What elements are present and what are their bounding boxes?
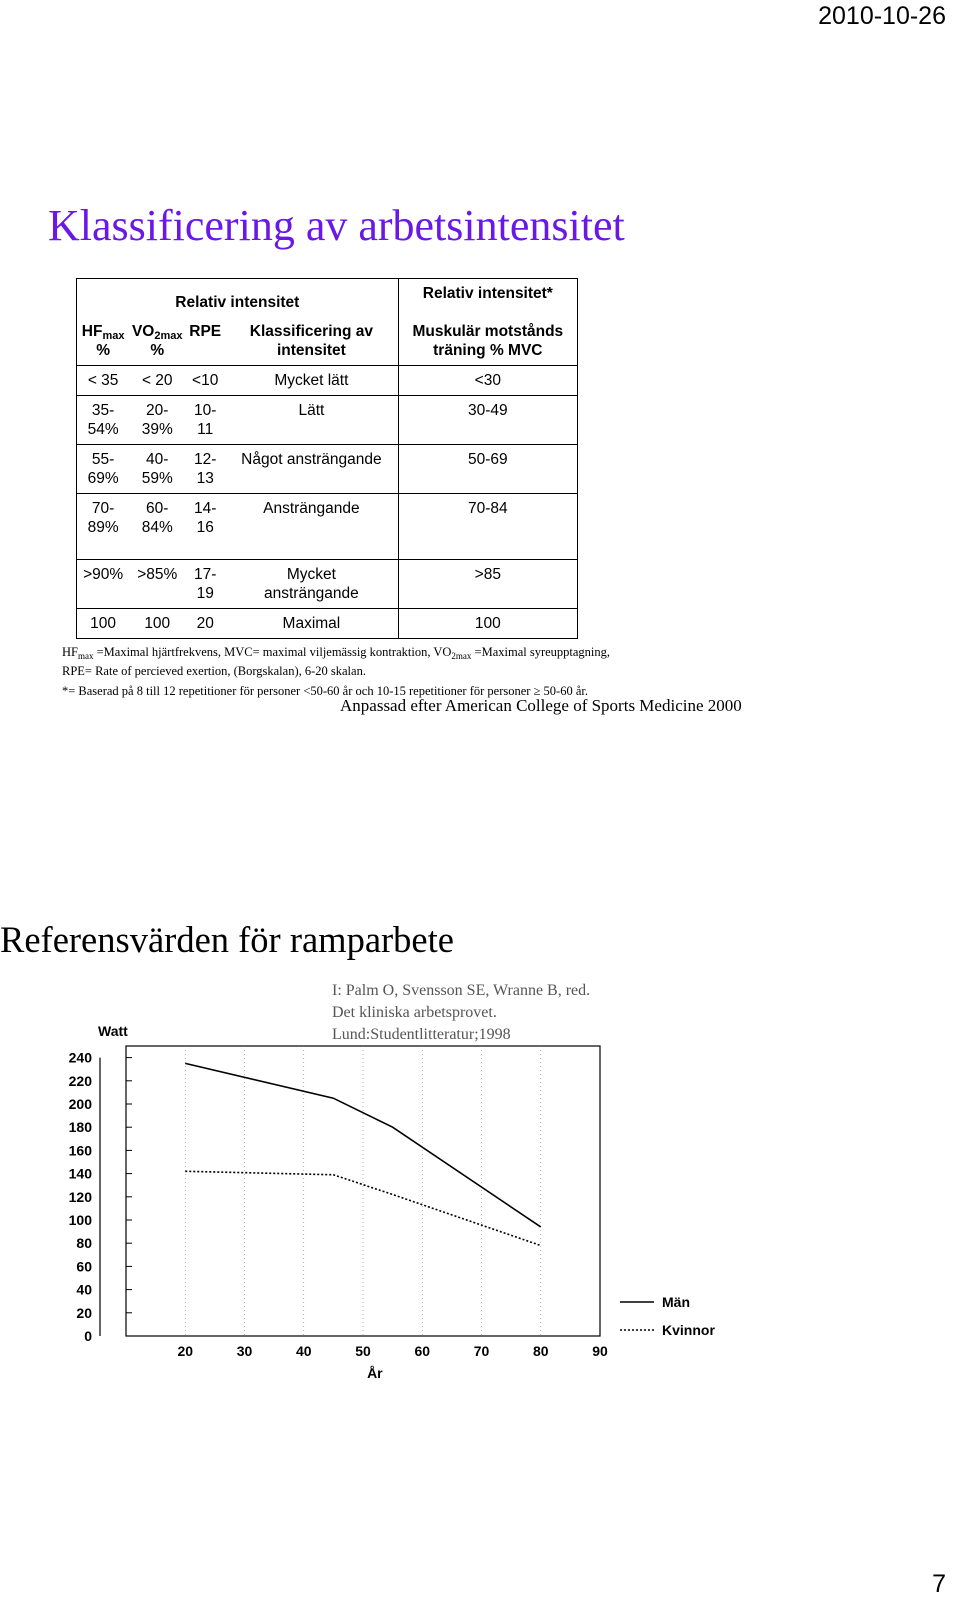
y-tick-label: 220 xyxy=(68,1072,92,1089)
cell-klass: Mycket ansträngande xyxy=(225,560,398,609)
legend-label: Kvinnor xyxy=(662,1322,715,1338)
cell-vo2: < 20 xyxy=(129,366,185,396)
footnote-abbreviations: $HF_{max}$ =Maximal hjärtfrekvens, MVC= maximal viljemässig kontraktion, $VO_{2max}$ =Maximal syreupptagning, xyxy=(62,645,611,661)
table-row xyxy=(77,609,578,639)
group-label-relativ: Relativ intensitet xyxy=(175,294,300,311)
y-tick-label: 140 xyxy=(68,1165,92,1182)
x-tick-label: 40 xyxy=(295,1343,312,1359)
y-tick-label: 180 xyxy=(68,1119,92,1136)
reference-line: Lund:Studentlitteratur;1998 xyxy=(332,1026,511,1043)
col-header-rpe: RPE xyxy=(189,323,222,340)
group-label-relativ-star: Relativ intensitet* xyxy=(398,279,577,318)
cell-rpe: 10-11 xyxy=(185,396,225,445)
y-tick-label: 0 xyxy=(84,1328,92,1344)
cell-klass: Något ansträngande xyxy=(225,445,398,494)
x-tick-label: 90 xyxy=(592,1343,608,1359)
y-tick-label: 120 xyxy=(68,1188,92,1205)
col-header-muskular: Muskulär motstånds träning % MVC xyxy=(398,317,577,366)
y-tick-label: 160 xyxy=(68,1142,92,1159)
table-row xyxy=(77,445,578,494)
x-tick-label: 20 xyxy=(177,1343,194,1359)
table-column-header-row xyxy=(77,317,578,366)
table-row xyxy=(77,560,578,609)
date-label: 2010-10-26 xyxy=(818,2,946,30)
cell-mvc: >85 xyxy=(398,560,577,609)
x-tick-label: 60 xyxy=(414,1343,431,1359)
y-tick-label: 80 xyxy=(76,1235,92,1252)
cell-rpe: 20 xyxy=(185,609,225,639)
x-axis-title: År xyxy=(367,1365,383,1381)
cell-hf: < 35 xyxy=(77,366,130,396)
footnote-rpe: RPE= Rate of percieved exertion, (Borgskalan), 6-20 skalan. xyxy=(62,664,366,678)
col-header-vo2: $VO_{2max}$ % xyxy=(131,323,183,359)
table-row xyxy=(77,366,578,396)
reference-line: I: Palm O, Svensson SE, Wranne B, red. xyxy=(332,982,591,999)
cell-hf: 70-89% xyxy=(77,494,130,560)
cell-mvc: 70-84 xyxy=(398,494,577,560)
cell-klass: Ansträngande xyxy=(225,494,398,560)
cell-vo2: >85% xyxy=(129,560,185,609)
cell-vo2: 40-59% xyxy=(129,445,185,494)
cell-hf: >90% xyxy=(77,560,130,609)
y-tick-label: 100 xyxy=(68,1212,92,1228)
table-row xyxy=(77,494,578,560)
y-axis-title: Watt xyxy=(98,1023,128,1039)
cell-mvc: 100 xyxy=(398,609,577,639)
y-tick-label: 20 xyxy=(76,1304,92,1321)
col-header-hf: $HF_{max}$ % xyxy=(81,323,125,359)
y-tick-label: 200 xyxy=(68,1096,92,1112)
y-tick-label: 40 xyxy=(76,1281,92,1298)
cell-vo2: 60-84% xyxy=(129,494,185,560)
x-tick-label: 30 xyxy=(236,1343,253,1359)
source-citation: Anpassad efter American College of Sports Medicine 2000 xyxy=(340,696,742,715)
cell-vo2: 20-39% xyxy=(129,396,185,445)
cell-hf: 100 xyxy=(77,609,130,639)
col-header-klassificering: Klassificering av intensitet xyxy=(249,323,373,359)
page-number: 7 xyxy=(932,1570,946,1598)
section-title-reference: Referensvärden för ramparbete xyxy=(0,919,454,960)
legend-label: Män xyxy=(662,1294,690,1310)
cell-mvc: <30 xyxy=(398,366,577,396)
cell-rpe: 14-16 xyxy=(185,494,225,560)
cell-rpe: 12-13 xyxy=(185,445,225,494)
x-tick-label: 80 xyxy=(532,1343,549,1359)
cell-klass: Mycket lätt xyxy=(225,366,398,396)
x-tick-label: 50 xyxy=(355,1343,371,1359)
cell-klass: Lätt xyxy=(225,396,398,445)
cell-mvc: 50-69 xyxy=(398,445,577,494)
footnote-asterisk: *= Baserad på 8 till 12 repetitioner för personer <50-60 år och 10-15 repetitioner för personer ≥ 50-60 år. xyxy=(62,684,588,698)
y-tick-label: 240 xyxy=(68,1049,92,1066)
cell-vo2: 100 xyxy=(129,609,185,639)
cell-mvc: 30-49 xyxy=(398,396,577,445)
intensity-table xyxy=(76,278,578,639)
y-tick-label: 60 xyxy=(76,1258,92,1275)
x-tick-label: 70 xyxy=(473,1343,490,1359)
table-row xyxy=(77,396,578,445)
cell-hf: 55-69% xyxy=(77,445,130,494)
reference-line: Det kliniska arbetsprovet. xyxy=(332,1004,497,1021)
cell-hf: 35-54% xyxy=(77,396,130,445)
table-group-header-row xyxy=(77,279,578,318)
cell-klass: Maximal xyxy=(225,609,398,639)
cell-rpe: 17-19 xyxy=(185,560,225,609)
cell-rpe: <10 xyxy=(185,366,225,396)
section-title-intensity: Klassificering av arbetsintensitet xyxy=(48,201,625,250)
